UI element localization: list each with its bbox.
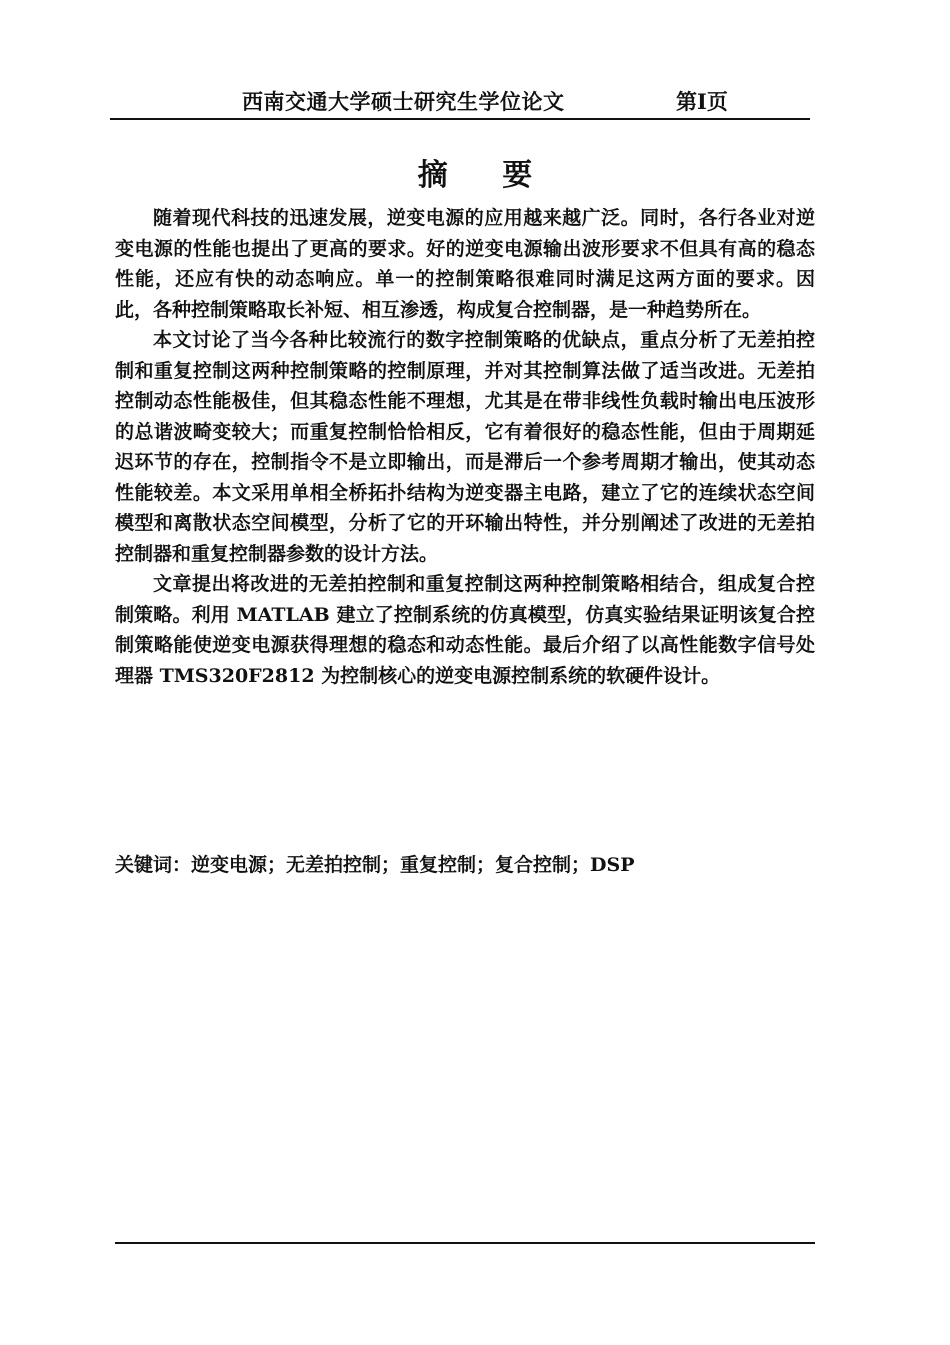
- running-header: [110, 84, 810, 120]
- abstract-title: 摘 要: [417, 158, 555, 193]
- footer-divider: [115, 1242, 815, 1244]
- abstract-body: [115, 203, 815, 691]
- header-title: 西南交通大学硕士研究生学位论文: [242, 89, 565, 114]
- abstract-paragraph-1: 随着现代科技的迅速发展，逆变电源的应用越来越广泛。同时，各行各业对逆变电源的性能也提出了更高的要求。好的逆变电源输出波形要求不但具有高的稳态性能，还应有快的动态响应。单一的控制策略很难同时满足这两方面的要求。因此，各种控制策略取长补短、相互渗透，构成复合控制器，是一种趋势所在。: [115, 207, 815, 321]
- abstract-paragraph-2: 本文讨论了当今各种比较流行的数字控制策略的优缺点，重点分析了无差拍控制和重复控制这两种控制策略的控制原理，并对其控制算法做了适当改进。无差拍控制动态性能极佳，但其稳态性能不理想，尤其是在带非线性负载时输出电压波形的总谐波畸变较大；而重复控制恰恰相反，它有着很好的稳态性能，但由于周期延迟环节的存在，控制指令不是立即输出，而是滞后一个参考周期才输出，使其动态性能较差。本文采用单相全桥拓扑结构为逆变器主电路，建立了它的连续状态空间模型和离散状态空间模型，分析了它的开环输出特性，并分别阐述了改进的无差拍控制器和重复控制器参数的设计方法。: [115, 329, 815, 565]
- page-number: 第I页: [676, 89, 728, 114]
- keywords-line: 关键词：逆变电源；无差拍控制；重复控制；复合控制；DSP: [115, 854, 635, 876]
- abstract-paragraph-3: 文章提出将改进的无差拍控制和重复控制这两种控制策略相结合，组成复合控制策略。利用 MATLAB 建立了控制系统的仿真模型，仿真实验结果证明该复合控制策略能使逆变电源获得理想的稳态和动态性能。最后介绍了以高性能数字信号处理器 TMS320F2812 为控制核心的逆变电源控制系统的软硬件设计。: [115, 573, 815, 687]
